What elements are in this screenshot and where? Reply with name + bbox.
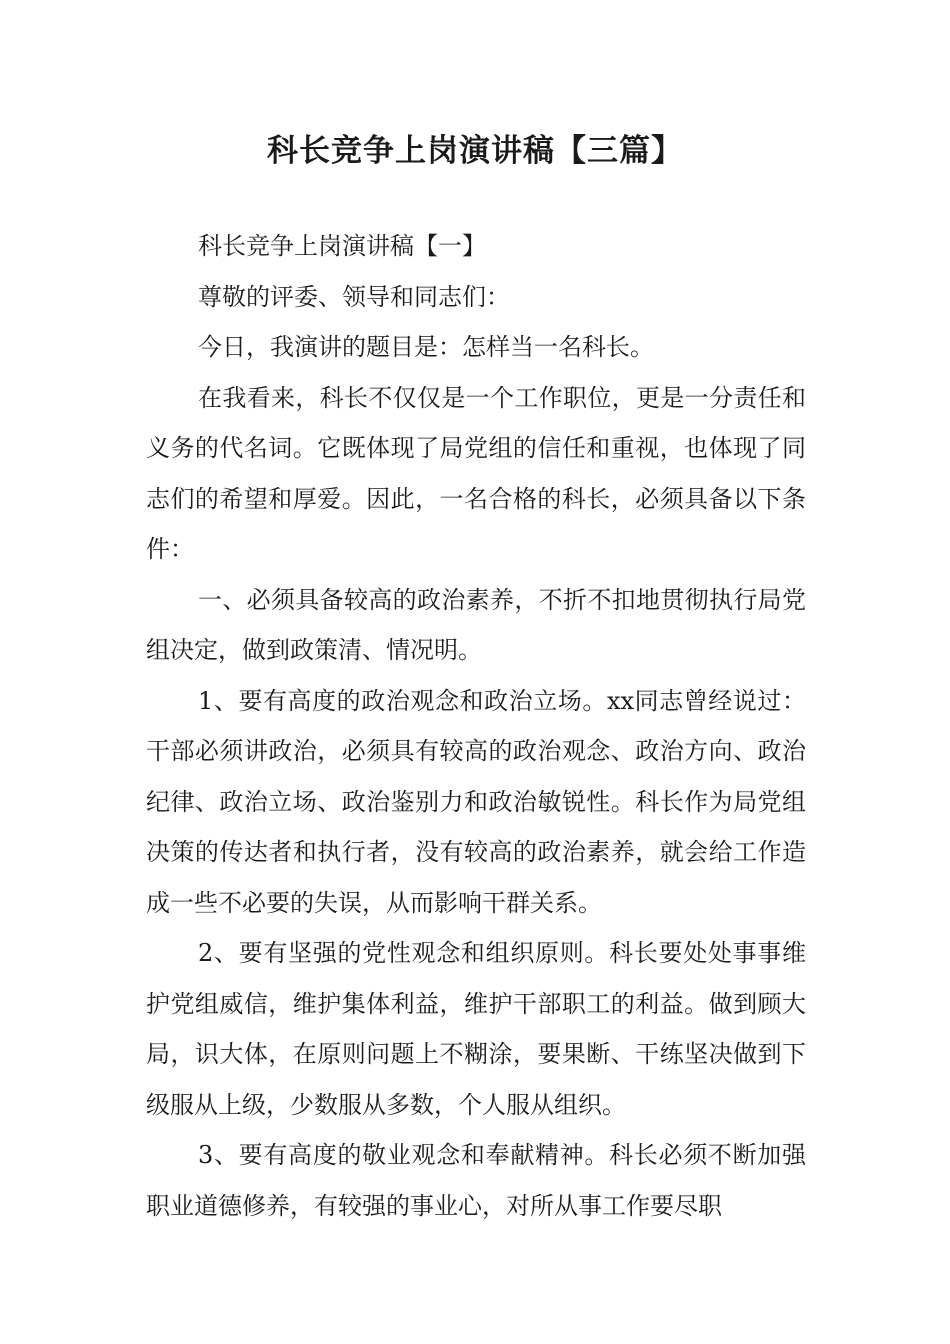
document-body <box>146 221 806 1231</box>
paragraph: 在我看来，科长不仅仅是一个工作职位，更是一分责任和义务的代名词。它既体现了局党组的信任和重视，也体现了同志们的希望和厚爱。因此，一名合格的科长，必须具备以下条件： <box>146 383 806 563</box>
paragraph: 3、要有高度的敬业观念和奉献精神。科长必须不断加强职业道德修养，有较强的事业心，对所从事工作要尽职 <box>146 1141 806 1220</box>
paragraph: 2、要有坚强的党性观念和组织原则。科长要处处事事维护党组威信，维护集体利益，维护干部职工的利益。做到顾大局，识大体，在原则问题上不糊涂，要果断、干练坚决做到下级服从上级，少数服从多数，个人服从组织。 <box>146 939 806 1119</box>
paragraph: 1、要有高度的政治观念和政治立场。xx同志曾经说过：干部必须讲政治，必须具有较高的政治观念、政治方向、政治纪律、政治立场、政治鉴别力和政治敏锐性。科长作为局党组决策的传达者和执行者，没有较高的政治素养，就会给工作造成一些不必要的失误，从而影响干群关系。 <box>146 686 806 917</box>
paragraph: 今日，我演讲的题目是：怎样当一名科长。 <box>198 333 654 361</box>
paragraph-subtitle: 科长竞争上岗演讲稿【一】 <box>198 232 486 260</box>
paragraph: 一、必须具备较高的政治素养，不折不扣地贯彻执行局党组决定，做到政策清、情况明。 <box>146 585 806 664</box>
paragraph-salutation: 尊敬的评委、领导和同志们： <box>198 282 510 311</box>
document-title: 科长竞争上岗演讲稿【三篇】 <box>267 133 683 169</box>
